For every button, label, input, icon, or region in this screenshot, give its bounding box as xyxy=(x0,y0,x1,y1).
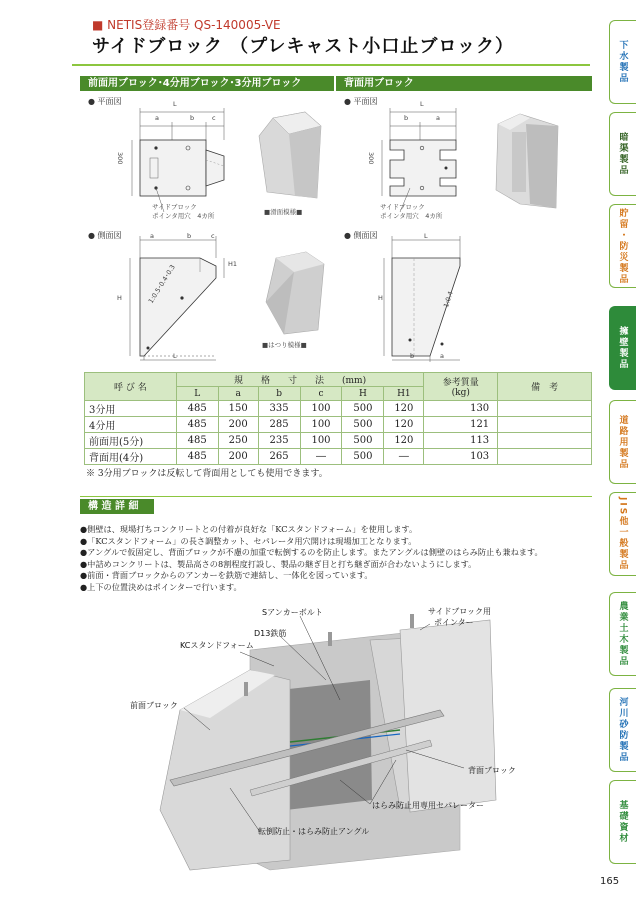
cell: 120 xyxy=(384,433,424,449)
details-rule xyxy=(80,496,592,497)
front-plan-dim-c: c xyxy=(212,114,216,122)
th-name: 呼 び 名 xyxy=(85,373,177,401)
callout-pointer-1: サイドブロック用 xyxy=(428,607,492,616)
details-item: ●側壁は、現場打ちコンクリートとの付着が良好な「KCスタンドフォーム」を使用します。 xyxy=(80,524,418,534)
front-side-dim-c: c xyxy=(211,232,215,240)
back-block-heading: 背面用ブロック xyxy=(336,76,592,91)
photo-caption-chipped: ■はつり模様■ xyxy=(262,341,307,349)
tab-label: 暗渠製品 xyxy=(617,132,628,176)
cell: 100 xyxy=(300,433,342,449)
th-note: 備 考 xyxy=(498,373,592,401)
front-plan-dim-b: b xyxy=(190,114,195,122)
cell: 500 xyxy=(342,449,384,465)
front-plan-dim-a: a xyxy=(155,114,159,122)
callout-s-anchor: Sアンカーボルト xyxy=(262,608,323,617)
cell-name: 3分用 xyxy=(85,401,177,417)
cell-note xyxy=(498,401,592,417)
tab-label: JIS他一般製品 xyxy=(617,496,628,572)
th-col: b xyxy=(258,387,300,401)
cell: ― xyxy=(384,449,424,465)
page-title: サイドブロック （プレキャスト小口止ブロック） xyxy=(92,36,515,57)
front-side-dim-H1: H1 xyxy=(228,260,238,268)
tab-foundation[interactable] xyxy=(609,780,636,864)
tab-agri-civil[interactable] xyxy=(609,592,636,676)
callout-front-block: 前面ブロック xyxy=(130,701,178,710)
cell: 100 xyxy=(300,401,342,417)
th-mass-2: (kg) xyxy=(451,388,470,398)
back-block-photo xyxy=(490,104,566,214)
th-col: H xyxy=(342,387,384,401)
back-plan-note-1: サイドブロック xyxy=(380,203,425,211)
back-plan-dim-L: L xyxy=(420,100,424,108)
callout-pointer-2: ポインター xyxy=(434,618,474,627)
front-plan-dim-300: 300 xyxy=(116,152,124,165)
cell: 150 xyxy=(218,401,258,417)
tab-label: 河川砂防製品 xyxy=(617,697,628,763)
callout-d13: D13鉄筋 xyxy=(254,629,287,638)
cell: 100 xyxy=(300,417,342,433)
netis-number: ■ NETIS登録番号 QS-140005-VE xyxy=(92,18,281,32)
table-row xyxy=(85,433,592,449)
cell: 485 xyxy=(176,417,218,433)
details-item: ●上下の位置決めはポインターで行います。 xyxy=(80,581,242,592)
back-side-dim-b: b xyxy=(410,352,415,360)
tab-label: 貯留・防災製品 xyxy=(617,207,628,285)
front-plan-note-1: サイドブロック xyxy=(152,203,197,211)
front-plan-note-2: ポインタ用穴 4カ所 xyxy=(152,212,215,220)
details-item: ●前面・背面ブロックからのアンカーを鉄筋で連結し、一体化を図っています。 xyxy=(80,570,373,580)
cell: 485 xyxy=(176,433,218,449)
spec-table xyxy=(84,372,592,465)
front-plan-label: ● 平面図 xyxy=(88,97,122,106)
back-side-label: ● 側面図 xyxy=(344,231,378,240)
front-block-photo-chipped xyxy=(262,250,328,336)
th-col: c xyxy=(300,387,342,401)
back-side-dim-a: a xyxy=(440,352,444,360)
photo-caption-smooth: ■滑面模様■ xyxy=(264,208,303,216)
cell: 335 xyxy=(258,401,300,417)
details-list xyxy=(80,524,595,593)
callout-back-block: 背面ブロック xyxy=(468,766,516,775)
front-side-dim-H: H xyxy=(117,294,122,302)
details-heading: 構 造 詳 細 xyxy=(80,499,154,514)
cell-name: 背面用(4分) xyxy=(85,449,177,465)
cell-note xyxy=(498,417,592,433)
cell: 500 xyxy=(342,401,384,417)
cell: 485 xyxy=(176,401,218,417)
cell-mass: 130 xyxy=(424,401,498,417)
cell: 120 xyxy=(384,401,424,417)
cell: 120 xyxy=(384,417,424,433)
front-side-dim-b: b xyxy=(187,232,192,240)
table-row xyxy=(85,401,592,417)
tab-label: 道路用製品 xyxy=(617,414,628,470)
th-col: L xyxy=(176,387,218,401)
back-side-dim-L: L xyxy=(424,232,428,240)
back-plan-dim-300: 300 xyxy=(367,152,375,165)
tab-label: 農業土木製品 xyxy=(617,601,628,667)
cell: 235 xyxy=(258,433,300,449)
front-side-slope: 1:0.5･0.4･0.3 xyxy=(146,263,177,305)
front-side-label: ● 側面図 xyxy=(88,231,122,240)
tab-label: 擁壁製品 xyxy=(617,326,628,370)
tab-jis-general[interactable] xyxy=(609,492,636,576)
tab-label: 下水製品 xyxy=(617,40,628,84)
tab-retaining-wall[interactable] xyxy=(609,306,636,390)
back-side-slope: 1:0.4 xyxy=(442,290,455,309)
front-block-photo-smooth xyxy=(255,108,325,204)
cell: 500 xyxy=(342,433,384,449)
front-side-dim-L: L xyxy=(173,352,177,360)
cell-mass: 103 xyxy=(424,449,498,465)
cell: 200 xyxy=(218,449,258,465)
callout-separator: はらみ防止用専用セパレーター xyxy=(372,801,484,810)
table-footnote: ※ 3分用ブロックは反転して背面用としても使用できます。 xyxy=(86,469,328,479)
front-side-drawing xyxy=(108,232,248,364)
details-item: ●アングルで仮固定し、背面ブロックが不慮の加重で転倒するのを防止します。またアングルは側壁のはらみ防止も兼ねます。 xyxy=(80,547,543,557)
front-block-heading: 前面用ブロック･4分用ブロック･3分用ブロック xyxy=(80,76,334,91)
details-item: ●「KCスタンドフォーム」の長さ調整カット、セパレータ用穴開けは現場加工となります。 xyxy=(80,535,417,546)
title-underline xyxy=(72,64,590,66)
th-col: H1 xyxy=(384,387,424,401)
cell: 500 xyxy=(342,417,384,433)
front-plan-dim-L: L xyxy=(173,100,177,108)
cell-note xyxy=(498,449,592,465)
page-number: 165 xyxy=(600,876,620,887)
cell: 285 xyxy=(258,417,300,433)
front-side-dim-a: a xyxy=(150,232,154,240)
details-item: ●中詰めコンクリートは、製品高さの8割程度打設し、製品の継ぎ目と打ち継ぎ面が合わないようにします。 xyxy=(80,558,477,569)
th-spec: 規 格 寸 法 (mm) xyxy=(176,373,424,387)
table-row xyxy=(85,449,592,465)
table-row xyxy=(85,417,592,433)
tab-sewer[interactable] xyxy=(609,20,636,104)
tab-road[interactable] xyxy=(609,400,636,484)
back-side-drawing xyxy=(374,232,474,364)
back-plan-note-2: ポインタ用穴 4カ所 xyxy=(380,212,443,220)
callout-angle: 転倒防止・はらみ防止アングル xyxy=(258,827,370,836)
cell-name: 4分用 xyxy=(85,417,177,433)
callout-kc-form: KCスタンドフォーム xyxy=(180,641,254,650)
cell: 265 xyxy=(258,449,300,465)
tab-label: 基礎資材 xyxy=(617,800,628,844)
cell: 485 xyxy=(176,449,218,465)
tab-culvert[interactable] xyxy=(609,112,636,196)
cell-mass: 113 xyxy=(424,433,498,449)
cell: 250 xyxy=(218,433,258,449)
back-side-dim-H: H xyxy=(378,294,383,302)
tab-river-sabo[interactable] xyxy=(609,688,636,772)
th-mass xyxy=(424,373,498,401)
cell: 200 xyxy=(218,417,258,433)
th-col: a xyxy=(218,387,258,401)
cell-mass: 121 xyxy=(424,417,498,433)
th-mass-1: 参考質量 xyxy=(442,378,479,388)
back-plan-dim-b: b xyxy=(404,114,409,122)
back-plan-label: ● 平面図 xyxy=(344,97,378,106)
tab-storage-disaster[interactable] xyxy=(609,204,636,288)
cell-name: 前面用(5分) xyxy=(85,433,177,449)
back-plan-dim-a: a xyxy=(436,114,440,122)
cell: ― xyxy=(300,449,342,465)
cell-note xyxy=(498,433,592,449)
